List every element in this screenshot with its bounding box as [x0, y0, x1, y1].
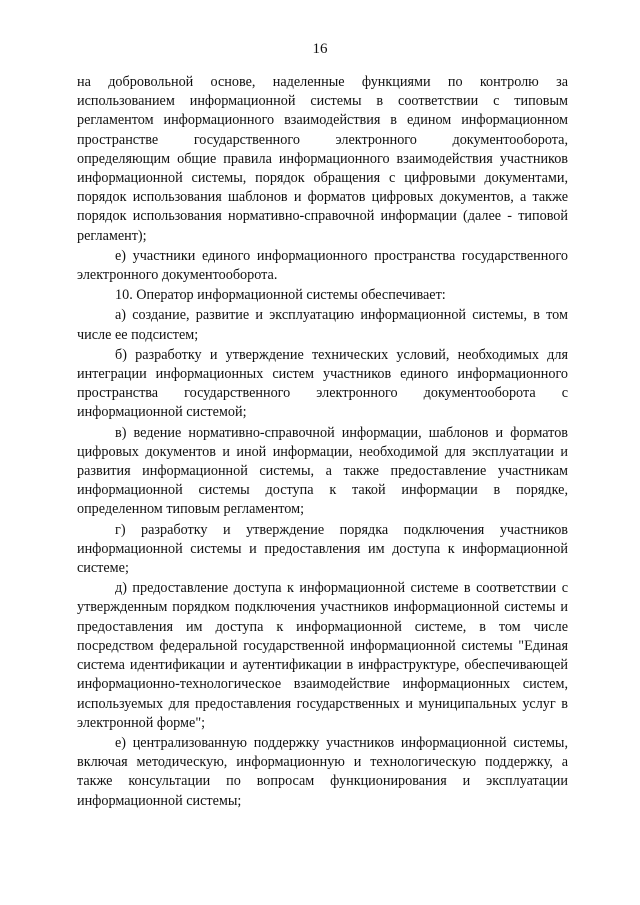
paragraph-item-v: в) ведение нормативно-справочной информации, шаблонов и форматов цифровых документов и иной информации, необходимой для эксплуатации и развития информационной системы, а также предоставление участникам информационной системы доступа к такой информации в порядке, определенном типовым регламентом; [77, 424, 568, 518]
paragraph-item-e-participants: е) участники единого информационного пространства государственного электронного документооборота. [77, 247, 568, 284]
paragraph-clause-10: 10. Оператор информационной системы обеспечивает: [115, 287, 446, 304]
paragraph-item-g: г) разработку и утверждение порядка подключения участников информационной системы и предоставления им доступа к информационной системе; [77, 521, 568, 577]
paragraph-item-e-support: е) централизованную поддержку участников информационной системы, включая методическую, информационную и технологическую поддержку, а также консультации по вопросам функционирования и эксплуатации информационной системы; [77, 734, 568, 809]
paragraph-item-d: д) предоставление доступа к информационной системе в соответствии с утвержденным порядком подключения участников информационной системы и предоставления им доступа к информационной системе, в том числе посредством федеральной государственной информационной системы "Единая система идентификации и аутентификации в инфраструктуре, обеспечивающей информационно-технологическое взаимодействие информационных систем, используемых для предоставления государственных и муниципальных услуг в электронной форме"; [77, 580, 568, 731]
paragraph-item-b: б) разработку и утверждение технических условий, необходимых для интеграции информационных систем участников единого информационного пространства государственного электронного документооборота с информационной системой; [77, 346, 568, 421]
page-number: 16 [312, 41, 328, 57]
paragraph-item-a: а) создание, развитие и эксплуатацию информационной системы, в том числе ее подсистем; [77, 307, 568, 343]
paragraph-continuation: на добровольной основе, наделенные функциями по контролю за использованием информационной системы в соответствии с типовым регламентом информационного взаимодействия в едином информационном пространстве государственного электронного документооборота, определяющим общие правила информационного взаимодействия участников информационной системы, порядок обращения с цифровыми документами, порядок использования шаблонов и форматов цифровых документов, а также порядок использования нормативно-справочной информации (далее - типовой регламент); [77, 74, 568, 244]
document-body [77, 73, 568, 812]
